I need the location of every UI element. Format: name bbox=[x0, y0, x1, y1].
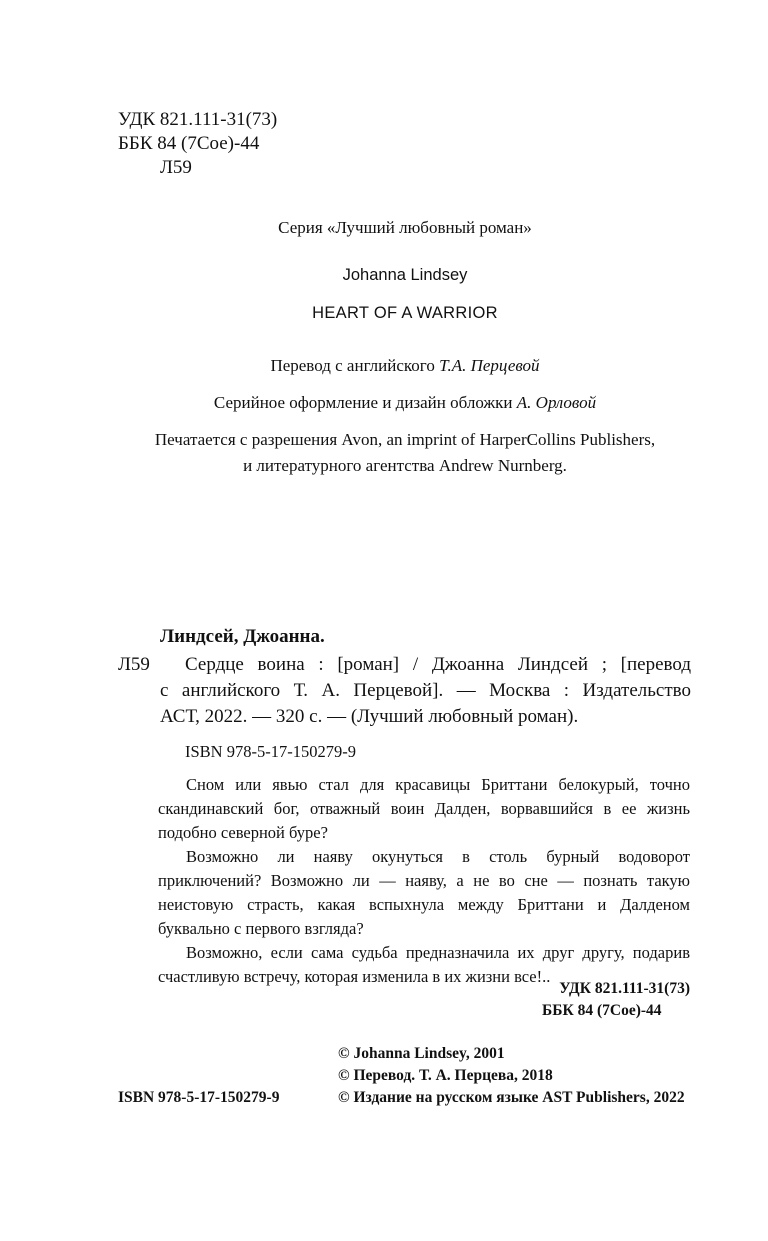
udk-code: УДК 821.111-31(73) bbox=[118, 109, 278, 130]
translation-line bbox=[0, 356, 768, 376]
annotation-paragraph-3: Возможно, если сама судьба предназначила их друг другу, подарив счастливую встречу, которая изменила в их жизни все!.. bbox=[158, 943, 690, 986]
annotation-paragraph-1: Сном или явью стал для красавицы Бриттани белокурый, точно скандинавский бог, отважный воин Далден, ворвавшийся в ее жизнь подобно северной буре? bbox=[158, 775, 690, 842]
catalog-line-3: АСТ, 2022. — 320 с. — (Лучший любовный роман). bbox=[160, 706, 579, 727]
translator-name: Т.А. Перцевой bbox=[439, 356, 540, 375]
design-prefix: Серийное оформление и дизайн обложки bbox=[213, 393, 517, 412]
isbn-bottom: ISBN 978-5-17-150279-9 bbox=[118, 1089, 280, 1106]
series-line: Серия «Лучший любовный роман» bbox=[278, 218, 532, 237]
designer-name: А. Орловой bbox=[516, 393, 597, 412]
catalog-udk-bottom: УДК 821.111-31(73) bbox=[559, 980, 690, 997]
annotation bbox=[158, 773, 690, 989]
permission-line-1: Печатается с разрешения Avon, an imprint of HarperCollins Publishers, bbox=[154, 430, 656, 449]
catalog-author-heading: Линдсей, Джоанна. bbox=[160, 626, 325, 647]
catalog-bbk-bottom: ББК 84 (7Сое)-44 bbox=[542, 1002, 662, 1019]
design-line bbox=[0, 393, 768, 413]
catalog-isbn: ISBN 978-5-17-150279-9 bbox=[185, 742, 356, 761]
translation-prefix: Перевод с английского bbox=[270, 356, 440, 375]
catalog-line-1: Сердце воина : [роман] / Джоанна Линдсей ; [перевод bbox=[185, 654, 691, 675]
copyright-line-1: © Johanna Lindsey, 2001 bbox=[338, 1045, 505, 1062]
bbk-code: ББК 84 (7Сое)-44 bbox=[118, 133, 260, 154]
copyright-line-3: © Издание на русском языке AST Publishers, 2022 bbox=[338, 1089, 685, 1106]
author-sign: Л59 bbox=[160, 157, 192, 178]
author-original: Johanna Lindsey bbox=[342, 266, 468, 284]
annotation-paragraph-2: Возможно ли наяву окунуться в столь бурный водоворот приключений? Возможно ли — наяву, а не во сне — познать такую неистовую страсть, какая вспыхнула между Бриттани и Далденом буквально с первого взгляда? bbox=[158, 847, 690, 938]
catalog-line-2: с английского Т. А. Перцевой]. — Москва : Издательство bbox=[160, 680, 691, 701]
catalog-sign: Л59 bbox=[118, 654, 150, 675]
permission-line-2: и литературного агентства Andrew Nurnberg. bbox=[243, 456, 567, 475]
copyright-line-2: © Перевод. Т. А. Перцева, 2018 bbox=[338, 1067, 553, 1084]
title-original: HEART OF A WARRIOR bbox=[312, 304, 498, 322]
